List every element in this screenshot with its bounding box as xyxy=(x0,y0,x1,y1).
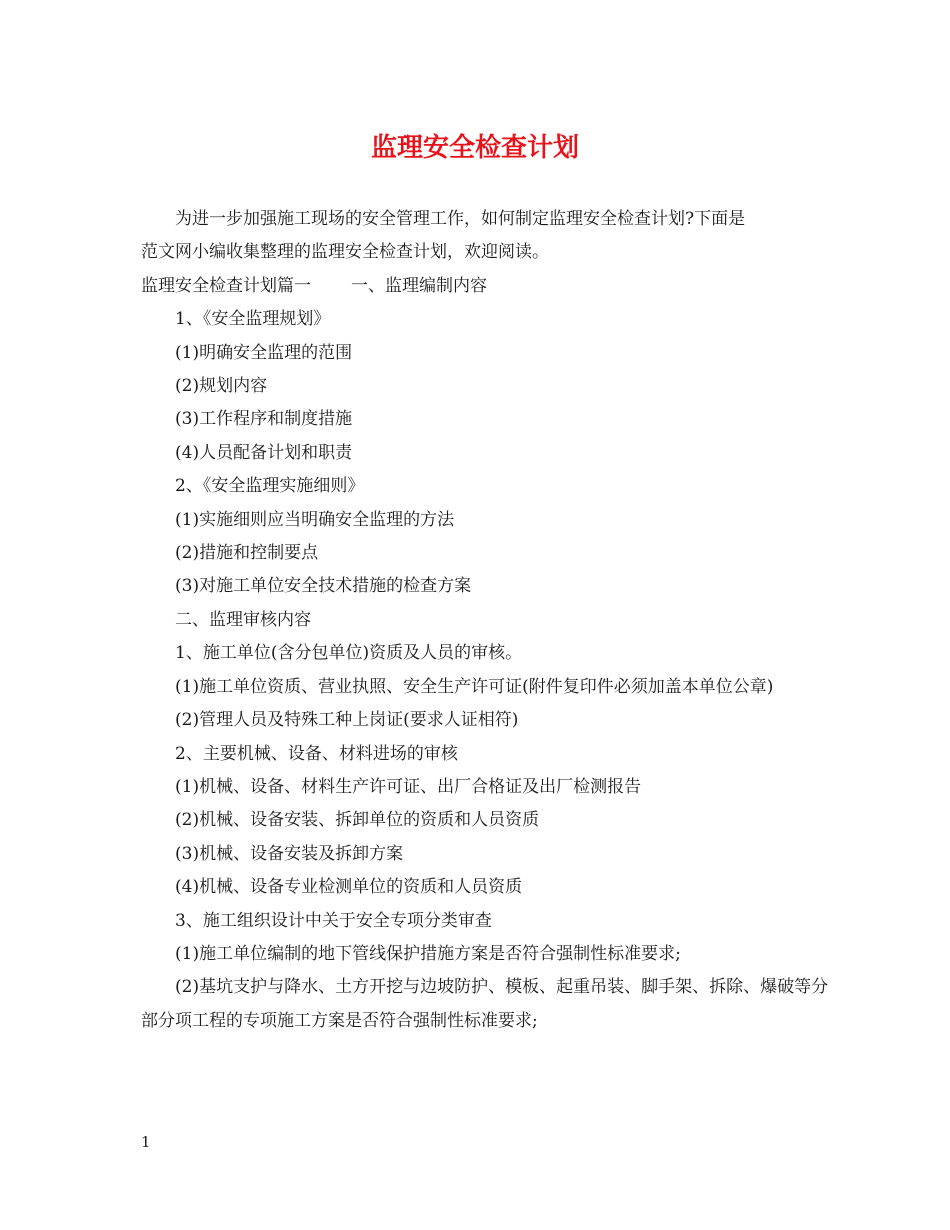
paragraph: (1)施工单位编制的地下管线保护措施方案是否符合强制性标准要求; xyxy=(175,943,681,964)
paragraph: 二、监理审核内容 xyxy=(175,609,311,630)
paragraph: (2)基坑支护与降水、土方开挖与边坡防护、模板、起重吊装、脚手架、拆除、爆破等分部分项工程的专项施工方案是否符合强制性标准要求; xyxy=(141,977,829,1031)
document-title: 监理安全检查计划 xyxy=(370,133,579,163)
paragraph: 1、《安全监理规划》 xyxy=(175,309,331,330)
paragraph: (1)明确安全监理的范围 xyxy=(175,342,353,363)
intro-paragraph-line2: 范文网小编收集整理的监理安全检查计划，欢迎阅读。 xyxy=(141,242,549,263)
document-body xyxy=(141,203,831,1038)
paragraph: (2)措施和控制要点 xyxy=(175,543,319,564)
paragraph: 1、施工单位(含分包单位)资质及人员的审核。 xyxy=(175,643,523,664)
paragraph: (2)管理人员及特殊工种上岗证(要求人证相符) xyxy=(175,710,519,731)
page-number: 1 xyxy=(141,1133,151,1151)
intro-paragraph-line1: 为进一步加强施工现场的安全管理工作，如何制定监理安全检查计划?下面是 xyxy=(175,209,746,229)
paragraph: (2)机械、设备安装、拆卸单位的资质和人员资质 xyxy=(175,810,540,831)
paragraph: (1)施工单位资质、营业执照、安全生产许可证(附件复印件必须加盖本单位公章) xyxy=(175,676,774,697)
paragraph: 3、施工组织设计中关于安全专项分类审查 xyxy=(175,910,492,931)
section-label: 监理安全检查计划篇一 xyxy=(141,275,311,296)
section-heading: 一、监理编制内容 xyxy=(351,275,487,296)
paragraph: (3)机械、设备安装及拆卸方案 xyxy=(175,843,404,864)
paragraph: (4)人员配备计划和职责 xyxy=(175,442,353,463)
paragraph: (1)实施细则应当明确安全监理的方法 xyxy=(175,509,455,530)
paragraph: (3)工作程序和制度措施 xyxy=(175,409,353,430)
paragraph: (2)规划内容 xyxy=(175,376,268,397)
paragraph: (3)对施工单位安全技术措施的检查方案 xyxy=(175,576,472,597)
paragraph: 2、《安全监理实施细则》 xyxy=(175,476,365,497)
paragraph: (4)机械、设备专业检测单位的资质和人员资质 xyxy=(175,877,523,898)
paragraph: 2、主要机械、设备、材料进场的审核 xyxy=(175,743,458,764)
paragraph: (1)机械、设备、材料生产许可证、出厂合格证及出厂检测报告 xyxy=(175,776,642,797)
section-header-line xyxy=(141,270,831,303)
